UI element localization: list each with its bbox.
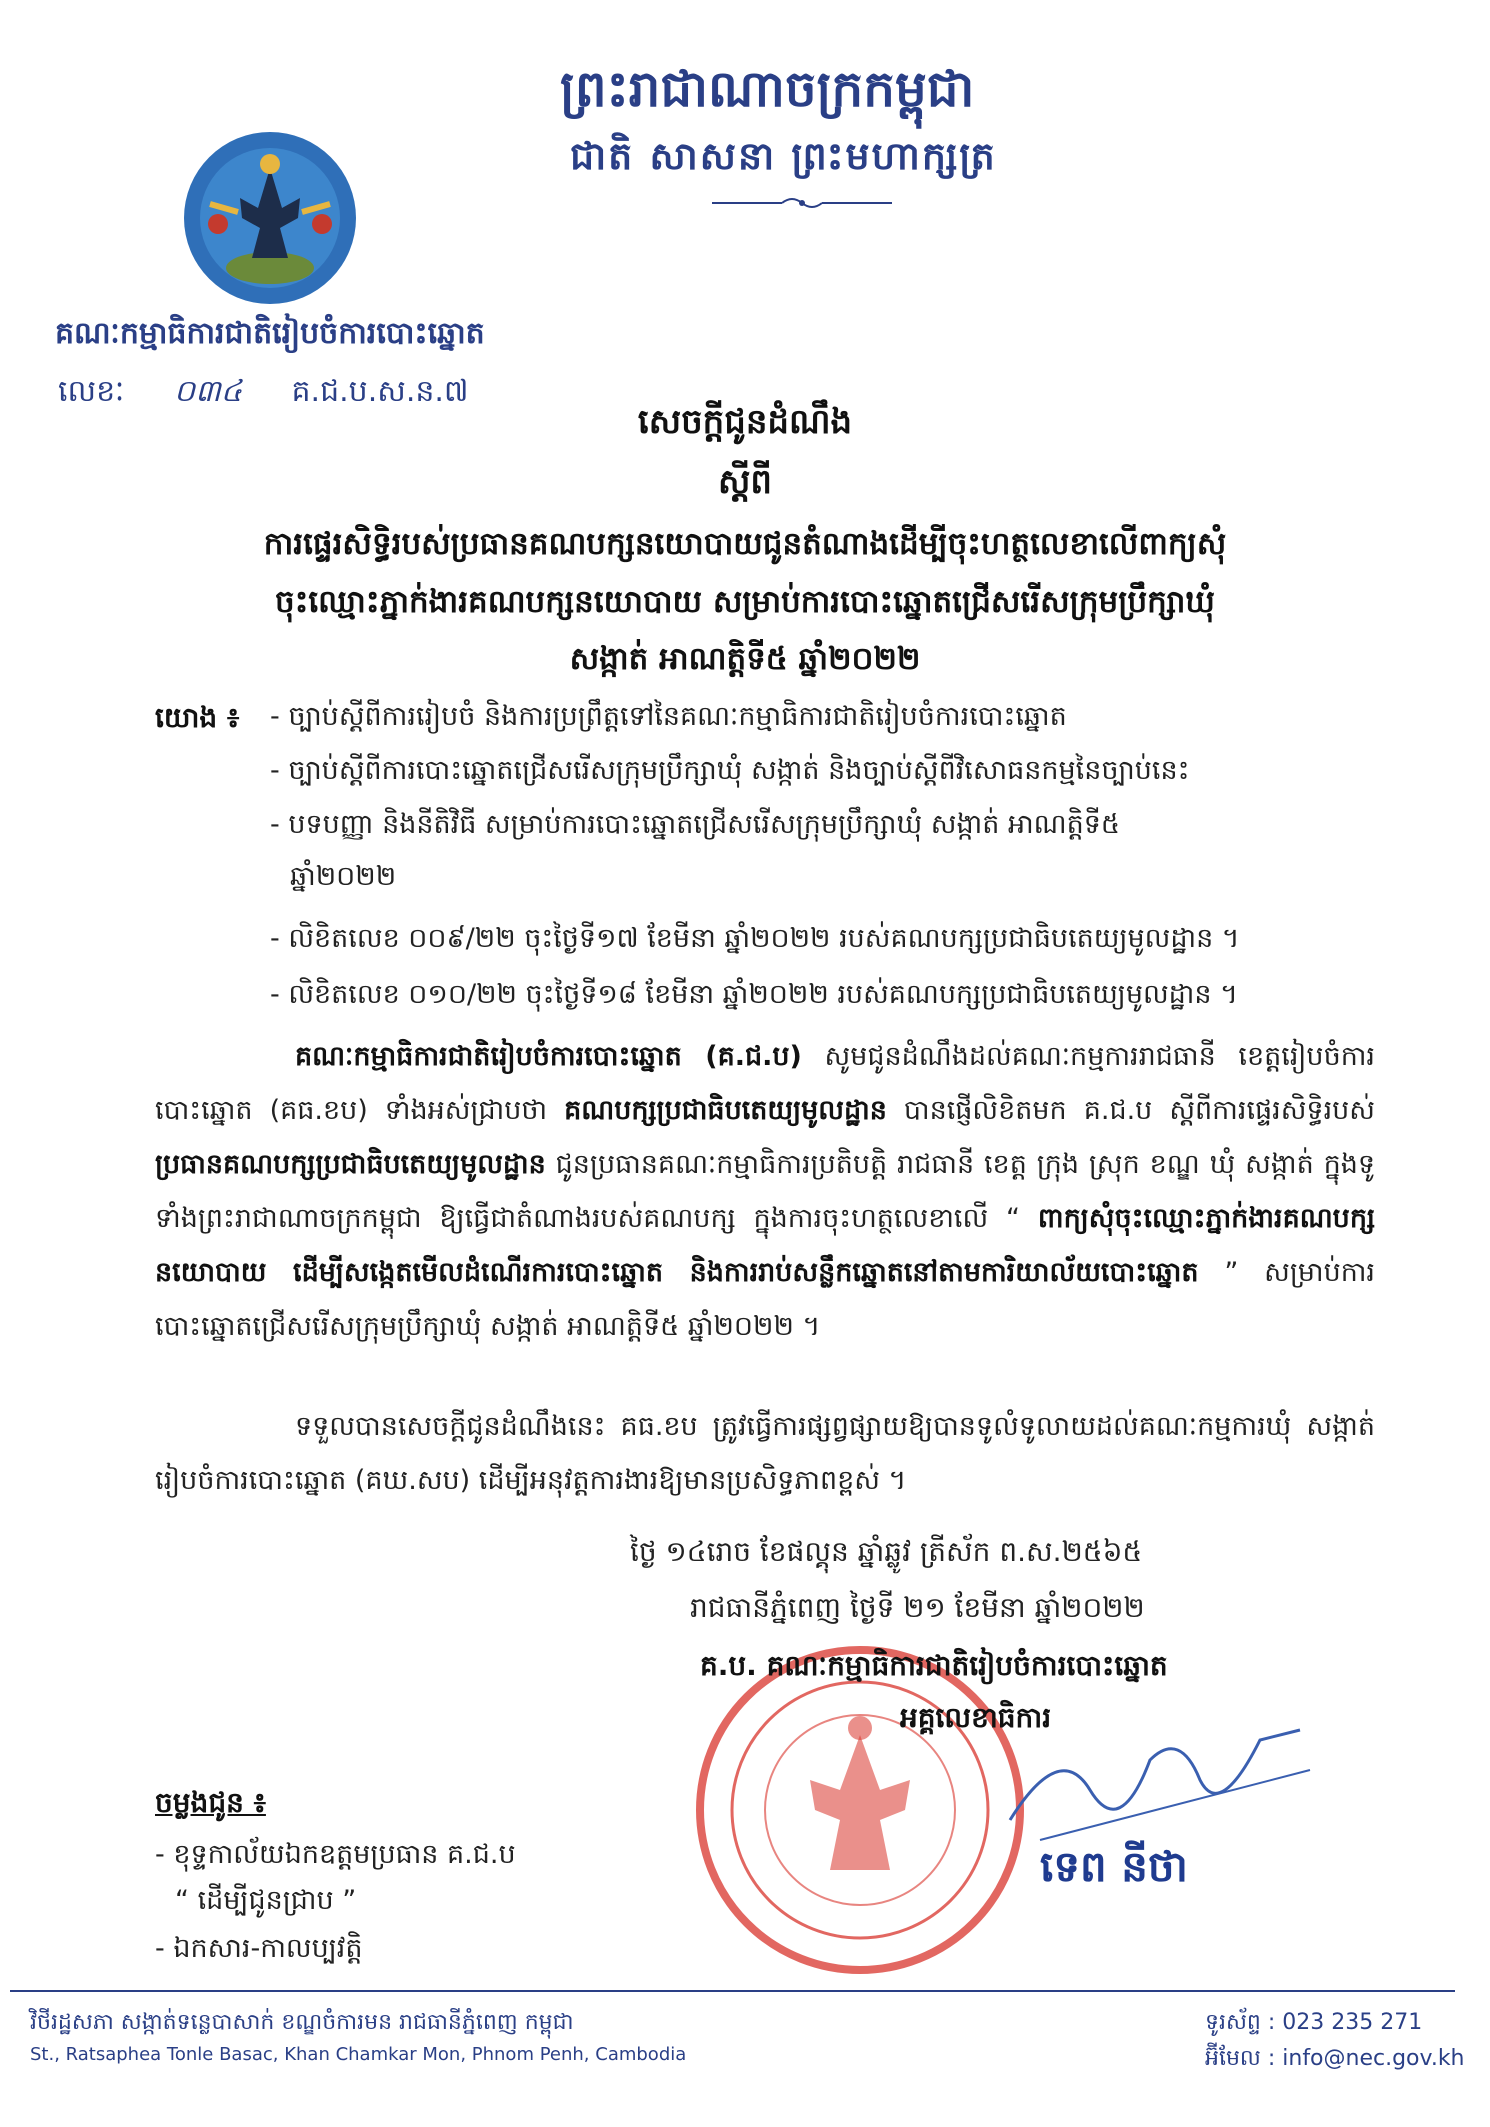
footer-email[interactable]: អ៊ីមែល : info@nec.gov.kh: [1205, 2046, 1465, 2071]
handwritten-signature-icon: [1000, 1700, 1320, 1860]
signature-for-line: គ.ប. គណៈកម្មាធិការជាតិរៀបចំការបោះឆ្នោត: [700, 1649, 1168, 1682]
footer-phone: ទូរស័ព្ទ : 023 235 271: [1205, 2010, 1423, 2035]
basis-label: យោង ៖: [155, 701, 240, 734]
ornament-divider-icon: [712, 195, 892, 211]
organization-name: គណៈកម្មាធិការជាតិរៀបចំការបោះឆ្នោត: [55, 316, 485, 351]
cc-item: - ឯកសារ-កាលប្បវត្តិ: [155, 1933, 363, 1964]
basis-item: - លិខិតលេខ ០០៩/២២ ចុះថ្ងៃទី១៧ ខែមីនា ឆ្នាំ២០២២ របស់គណបក្សប្រជាធិបតេយ្យមូលដ្ឋាន ។: [270, 923, 1240, 954]
basis-item: - លិខិតលេខ ០១០/២២ ចុះថ្ងៃទី១៨ ខែមីនា ឆ្នាំ២០២២ របស់គណបក្សប្រជាធិបតេយ្យមូលដ្ឋាន ។: [270, 979, 1238, 1010]
org-name-bold: គណៈកម្មាធិការជាតិរៀបចំការបោះឆ្នោត (គ.ជ.ប): [295, 1041, 802, 1072]
signatory-name: ទេព នីថា: [1040, 1842, 1188, 1891]
body-text: បានផ្ញើលិខិតមក គ.ជ.ប ស្តីពីការផ្ទេរសិទ្ធិរបស់: [886, 1095, 1375, 1126]
party-name-bold: គណបក្សប្រជាធិបតេយ្យមូលដ្ឋាន: [564, 1095, 887, 1126]
body-paragraph-1: [155, 1030, 1375, 1354]
body-text: ជូនប្រធានគណៈកម្មាធិការប្រតិបត្តិ រាជធានី ខេត្ត ក្រុង ស្រុក ខណ្ឌ ឃុំ សង្កាត់ ក្នុងទូទាំងព្រះរាជាណាចក្រកម្ពុជា ឱ្យធ្វើជាតំណាងរបស់គណបក្ស ក្នុងការចុះហត្ថលេខាលើ “: [155, 1149, 1375, 1234]
reference-label: លេខៈ: [58, 374, 125, 409]
notice-subject-line-1: ការផ្ទេរសិទ្ធិរបស់ប្រធានគណបក្សនយោបាយជូនតំណាងដើម្បីចុះហត្ថលេខាលើពាក្យសុំ: [263, 526, 1227, 562]
basis-item: - ច្បាប់ស្តីពីការរៀបចំ និងការប្រព្រឹត្តទៅនៃគណៈកម្មាធិការជាតិរៀបចំការបោះឆ្នោត: [270, 701, 1067, 732]
body-paragraph-2: ទទួលបានសេចក្តីជូនដំណឹងនេះ គធ.ខប ត្រូវធ្វើការផ្សព្វផ្សាយឱ្យបានទូលំទូលាយដល់គណៈកម្មការឃុំ សង្កាត់រៀបចំការបោះឆ្នោត (គឃ.សប) ដើម្បីអនុវត្តការងារឱ្យមានប្រសិទ្ធភាពខ្ពស់ ។: [155, 1411, 1375, 1496]
national-motto: ជាតិ សាសនា ព្រះមហាក្សត្រ: [570, 134, 997, 178]
cc-item: - ខុទ្ទកាល័យឯកឧត្តមប្រធាន គ.ជ.ប: [155, 1839, 516, 1870]
nec-emblem-icon: [180, 128, 360, 308]
basis-item: - បទបញ្ញា និងនីតិវិធី សម្រាប់ការបោះឆ្នោតជ្រើសរើសក្រុមប្រឹក្សាឃុំ សង្កាត់ អាណត្តិទី៥: [270, 809, 1120, 840]
reference-code: គ.ជ.ប.ស.ន.៧: [291, 374, 469, 409]
notice-subject-line-3: សង្កាត់ អាណត្តិទី៥ ឆ្នាំ២០២២: [569, 641, 921, 677]
basis-item: - ច្បាប់ស្តីពីការបោះឆ្នោតជ្រើសរើសក្រុមប្រឹក្សាឃុំ សង្កាត់ និងច្បាប់ស្តីពីវិសោធនកម្មនៃច្បាប់នេះ: [270, 755, 1190, 786]
application-title-bold: ពាក្យសុំចុះឈ្មោះភ្នាក់ងារគណបក្សនយោបាយ ដើម្បីសង្កេតមើលដំណើរការបោះឆ្នោត និងការរាប់សន្លឹកឆ្នោតនៅតាមការិយាល័យបោះឆ្នោត: [155, 1203, 1375, 1288]
cc-label: ចម្លងជូន ៖: [155, 1786, 266, 1819]
notice-subject-label: ស្តីពី: [718, 462, 772, 502]
notice-subject-line-2: ចុះឈ្មោះភ្នាក់ងារគណបក្សនយោបាយ សម្រាប់ការបោះឆ្នោតជ្រើសរើសក្រុមប្រឹក្សាឃុំ: [275, 584, 1215, 620]
signature-role: អគ្គលេខាធិការ: [900, 1701, 1052, 1734]
footer-divider: [10, 1990, 1455, 1992]
basis-item-continuation: ឆ្នាំ២០២២: [290, 861, 397, 892]
official-seal-icon: [690, 1640, 1030, 1980]
kingdom-heading: ព្រះរាជាណាចក្រកម្ពុជា: [560, 60, 975, 118]
notice-title: សេចក្តីជូនដំណឹង: [637, 402, 853, 442]
footer-address-km: វិថីរដ្ឋសភា សង្កាត់ទន្លេបាសាក់ ខណ្ឌចំការមន រាជធានីភ្នំពេញ កម្ពុជា: [30, 2010, 574, 2035]
solar-date: រាជធានីភ្នំពេញ ថ្ងៃទី ២១ ខែមីនា ឆ្នាំ២០២២: [690, 1591, 1145, 1624]
party-president-bold: ប្រធានគណបក្សប្រជាធិបតេយ្យមូលដ្ឋាន: [155, 1149, 546, 1180]
body-text: ” សម្រាប់ការបោះឆ្នោតជ្រើសរើសក្រុមប្រឹក្សាឃុំ សង្កាត់ អាណត្តិទី៥ ឆ្នាំ២០២២ ។: [155, 1257, 1375, 1342]
cc-item-note: “ ដើម្បីជូនជ្រាប ”: [175, 1885, 357, 1916]
footer-address-en: St., Ratsaphea Tonle Basac, Khan Chamkar Mon, Phnom Penh, Cambodia: [30, 2044, 687, 2065]
lunar-date: ថ្ងៃ ១៤រោច ខែផល្គុន ឆ្នាំឆ្លូវ ត្រីស័ក ព.ស.២៥៦៥: [630, 1535, 1143, 1568]
reference-handwritten-number: ០៣៤: [173, 374, 242, 409]
body-text: សូមជូនដំណឹងដល់គណៈកម្មការរាជធានី ខេត្តរៀបចំការបោះឆ្នោត (គធ.ខប) ទាំងអស់ជ្រាបថា: [155, 1041, 1375, 1126]
